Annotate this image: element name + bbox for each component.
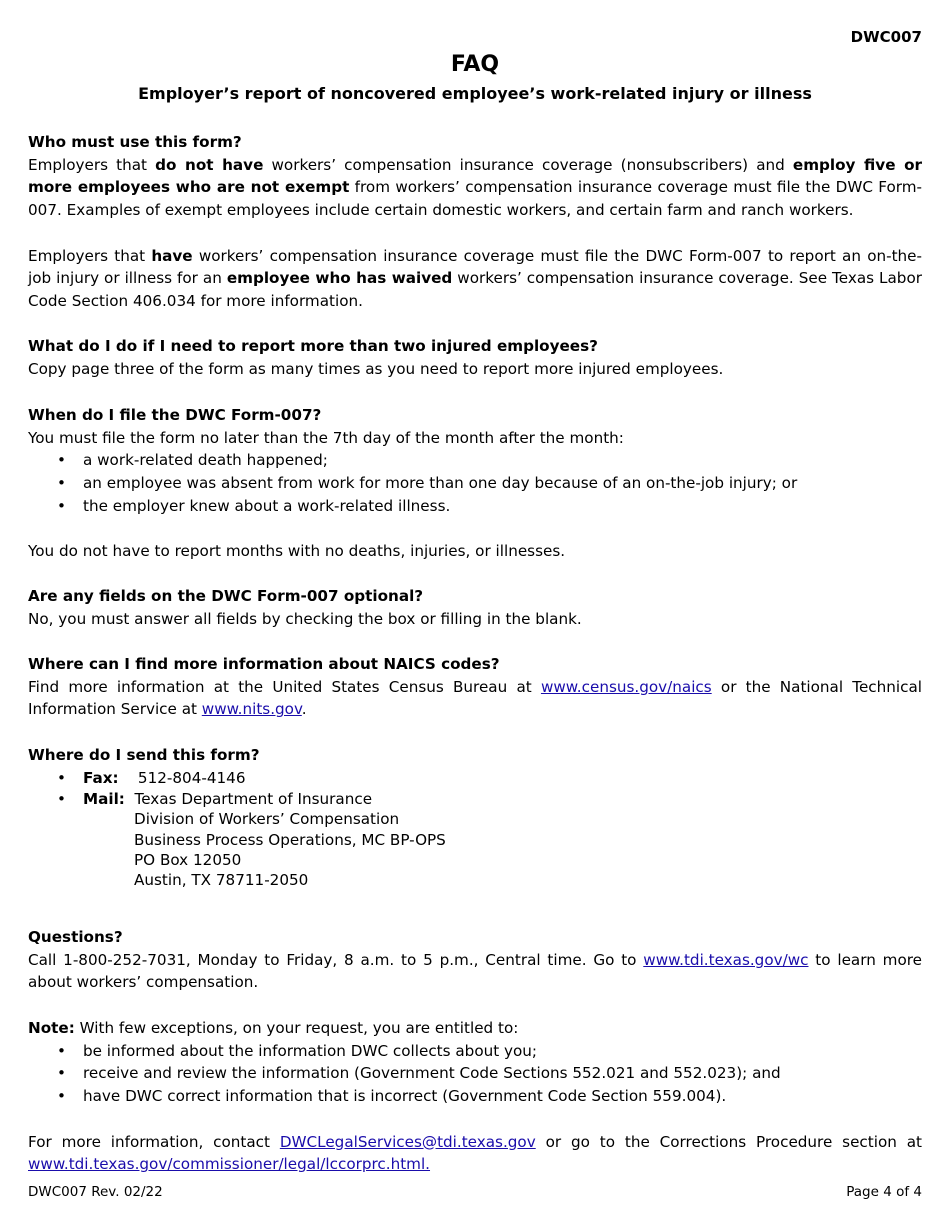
list-item-mail: • Mail: Texas Department of Insurance [28, 789, 922, 809]
section-heading: Questions? [28, 928, 123, 946]
address-line: Business Process Operations, MC BP-OPS [134, 830, 446, 849]
section-naics [28, 653, 922, 721]
list-item: • be informed about the information DWC collects about you; [28, 1040, 922, 1063]
tdi-wc-link[interactable]: www.tdi.texas.gov/wc [643, 950, 809, 969]
legal-email-link[interactable]: DWCLegalServices@tdi.texas.gov [279, 1132, 536, 1151]
section-optional [28, 585, 922, 630]
paragraph: Copy page three of the form as many times as you need to report more injured employees. [28, 359, 724, 378]
section-heading: Are any fields on the DWC Form-007 optional? [28, 587, 424, 605]
section-questions [28, 926, 922, 994]
bullet-list [28, 1040, 922, 1108]
section-who [28, 131, 922, 313]
page-title: FAQ [450, 52, 500, 77]
section-heading: Where do I send this form? [28, 746, 260, 764]
list-item: • a work-related death happened; [28, 449, 922, 472]
paragraph: You must file the form no later than the 7th day of the month after the month: [28, 428, 624, 447]
section-heading: Who must use this form? [28, 133, 242, 151]
section-heading: When do I file the DWC Form-007? [28, 406, 322, 424]
paragraph: Note: With few exceptions, on your request, you are entitled to: [28, 1019, 519, 1037]
form-id: DWC007 [850, 28, 922, 46]
paragraph: For more information, contact DWCLegalServices@tdi.texas.gov or go to the Corrections Procedure section at www.tdi.texas.gov/commissioner/legal/lccorprc.html. [28, 1132, 922, 1174]
section-send [28, 744, 922, 891]
list-item: • an employee was absent from work for more than one day because of an on-the-job injury; or [28, 472, 922, 495]
paragraph: No, you must answer all fields by checking the box or filling in the blank. [28, 609, 582, 628]
address-line: Division of Workers’ Compensation [134, 810, 400, 829]
bullet-list [28, 767, 922, 809]
list-item-fax: • Fax: 512-804-4146 [28, 767, 922, 789]
paragraph: You do not have to report months with no deaths, injuries, or illnesses. [28, 542, 566, 561]
paragraph: Call 1-800-252-7031, Monday to Friday, 8 a.m. to 5 p.m., Central time. Go to www.tdi.texas.gov/wc to learn more about workers’ compensation. [28, 950, 922, 992]
footer-revision: DWC007 Rev. 02/22 [28, 1184, 163, 1200]
corrections-procedure-link[interactable]: www.tdi.texas.gov/commissioner/legal/lccorprc.html. [28, 1155, 431, 1174]
bullet-list [28, 449, 922, 517]
section-heading: Where can I find more information about NAICS codes? [28, 655, 500, 673]
census-link[interactable]: www.census.gov/naics [540, 677, 712, 696]
section-when [28, 404, 922, 563]
paragraph: Employers that have workers’ compensation insurance coverage must file the DWC Form-007 to report an on-the-job injury or illness for an employee who has waived workers’ compensation insurance coverage. See Texas Labor Code Section 406.034 for more information. [28, 246, 923, 310]
address-line: PO Box 12050 [134, 850, 242, 869]
section-heading: What do I do if I need to report more than two injured employees? [28, 337, 598, 355]
footer-page-number: Page 4 of 4 [846, 1184, 922, 1200]
list-item: • have DWC correct information that is incorrect (Government Code Section 559.004). [28, 1085, 922, 1108]
nits-link[interactable]: www.nits.gov [201, 700, 302, 719]
page-subtitle: Employer’s report of noncovered employee’s work-related injury or illness [138, 84, 812, 103]
paragraph: Employers that do not have workers’ compensation insurance coverage (nonsubscribers) and employ five or more employees who are not exempt from workers’ compensation insurance coverage must file the DWC Form-007. Examples of exempt employees include certain domestic workers, and certain farm and ranch workers. [28, 155, 923, 220]
section-note [28, 1017, 922, 1176]
paragraph: Find more information at the United States Census Bureau at www.census.gov/naics or the National Technical Information Service at www.nits.gov. [28, 677, 923, 719]
address-line: Austin, TX 78711-2050 [134, 871, 309, 890]
list-item: • receive and review the information (Government Code Sections 552.021 and 552.023); and [28, 1062, 922, 1085]
list-item: • the employer knew about a work-related illness. [28, 495, 922, 518]
section-more-than-two [28, 335, 922, 380]
